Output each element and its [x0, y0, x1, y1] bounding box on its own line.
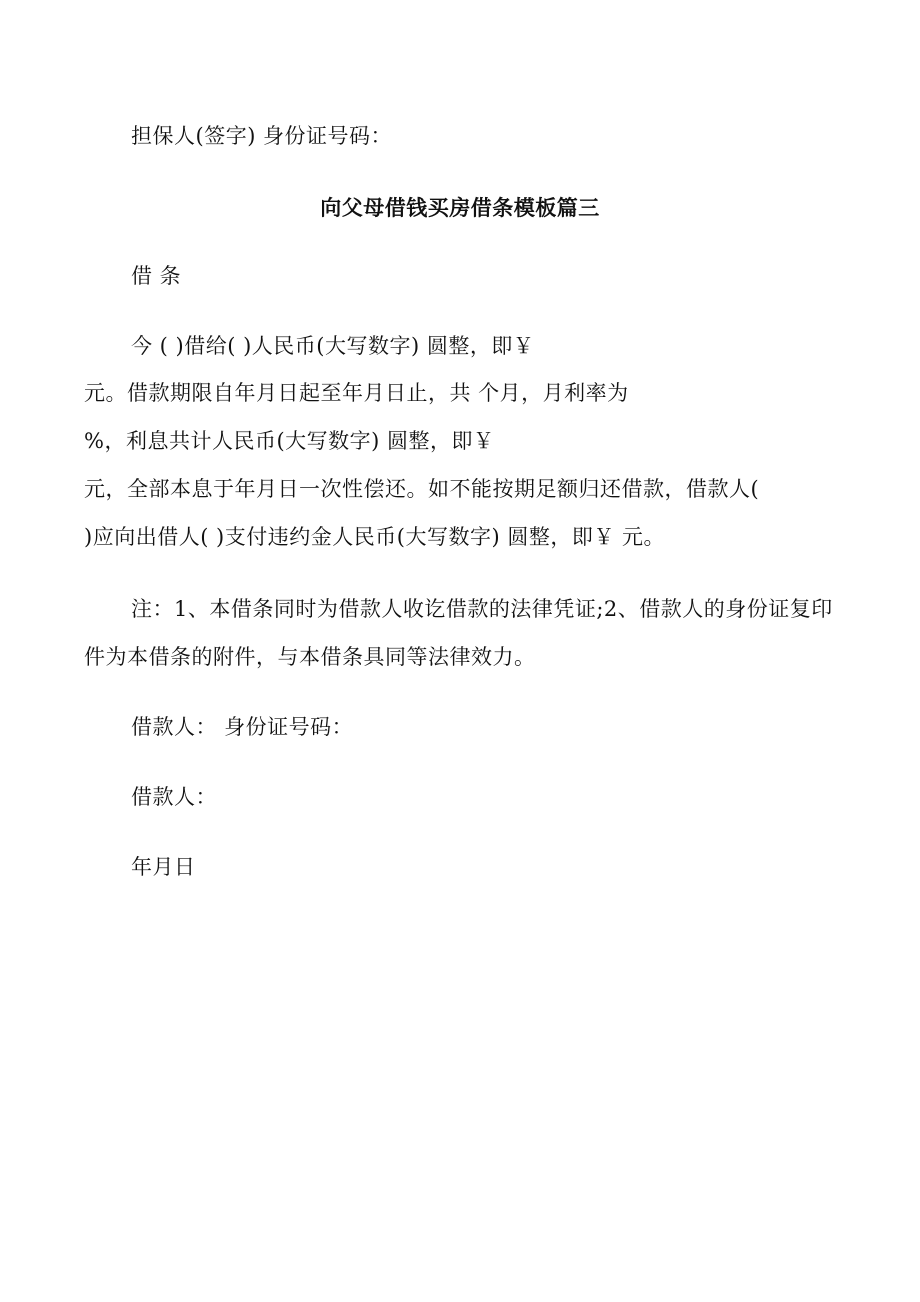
borrower-id-line: 借款人： 身份证号码： — [131, 715, 354, 739]
guarantor-signature-line: 担保人(签字) 身份证号码： — [131, 124, 393, 148]
document-title: 向父母借钱买房借条模板篇三 — [320, 196, 600, 220]
borrower-signature-line: 借款人： — [131, 785, 217, 809]
body-line-1: 今 ( )借给( )人民币(大写数字) 圆整，即￥ — [131, 334, 535, 358]
body-line-2: 元。借款期限自年月日起至年月日止，共 个月，月利率为 — [84, 381, 629, 405]
body-line-5: )应向出借人( )支付违约金人民币(大写数字) 圆整，即￥ 元。 — [84, 525, 665, 549]
body-line-4: 元，全部本息于年月日一次性偿还。如不能按期足额归还借款，借款人( — [84, 477, 760, 501]
body-line-3: %，利息共计人民币(大写数字) 圆整，即￥ — [84, 429, 495, 453]
note-line-2: 件为本借条的附件，与本借条具同等法律效力。 — [84, 645, 536, 669]
iou-heading: 借 条 — [131, 264, 182, 288]
note-line-1: 注：1、本借条同时为借款人收讫借款的法律凭证;2、借款人的身份证复印 — [131, 597, 833, 621]
date-line: 年月日 — [131, 855, 196, 879]
